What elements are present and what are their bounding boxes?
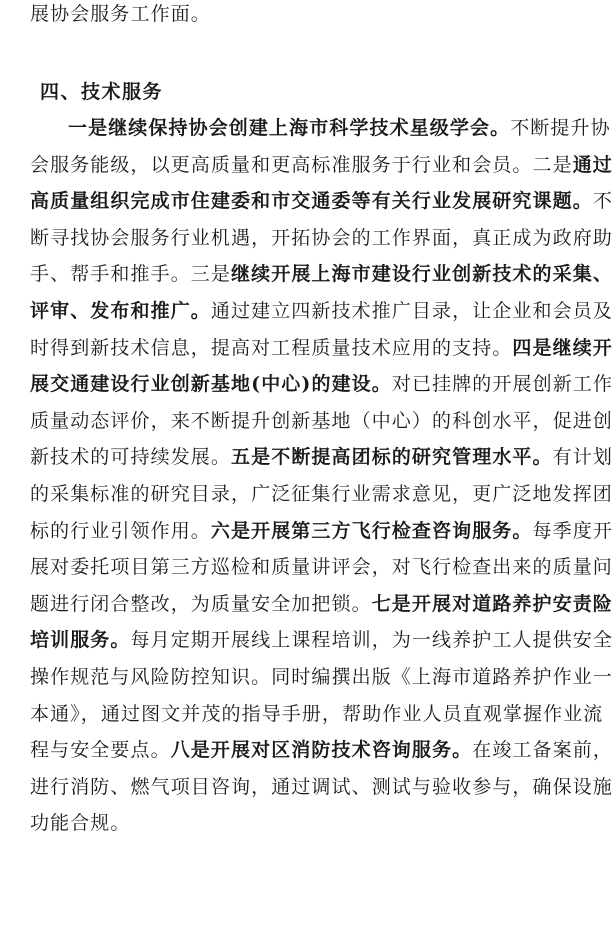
text-segment: 通过建立四新技术推广目录，让企业和会员及	[210, 300, 613, 322]
text-line	[30, 366, 613, 402]
text-segment: 题进行闭合整改，为质量安全加把锁。	[30, 592, 372, 615]
text-segment: 进行消防、燃气项目咨询，通过调试、测试与验收参与，确保设施	[30, 775, 613, 798]
text-segment: 不	[592, 190, 613, 213]
text-line	[30, 256, 613, 292]
bold-text-segment: 评审、发布和推广。	[30, 300, 211, 322]
text-segment: 有计划	[552, 446, 613, 469]
bold-text-segment: 六是开展第三方飞行检查咨询服务。	[210, 519, 533, 542]
text-segment: 时得到新技术信息，提高对工程质量技术应用的支持。	[30, 336, 513, 359]
text-line	[30, 622, 613, 658]
text-line	[30, 659, 613, 695]
text-segment: 程与安全要点。	[30, 739, 171, 762]
bold-text-segment: 培训服务。	[30, 629, 131, 652]
bold-text-segment: 七是开展对道路养护安责险	[371, 592, 613, 615]
text-line	[30, 147, 613, 183]
text-segment: 功能合规。	[30, 812, 131, 835]
text-segment: 会服务能级，以更高质量和更高标准服务于行业和会员。二是	[30, 153, 573, 176]
text-segment: 新技术的可持续发展。	[30, 446, 232, 469]
bold-text-segment: 展交通建设行业创新基地(中心)的建设。	[30, 373, 392, 396]
text-line	[30, 513, 613, 549]
text-segment: 质量动态评价，来不断提升创新基地（中心）的科创水平，促进创	[30, 409, 613, 432]
text-segment: 每季度开	[532, 519, 613, 542]
bold-text-segment: 通过	[572, 153, 613, 176]
text-segment: 标的行业引领作用。	[30, 519, 211, 542]
bold-text-segment: 一是继续保持协会创建上海市科学技术星级学会。	[68, 117, 511, 139]
bold-text-segment: 八是开展对区消防技术咨询服务。	[170, 739, 473, 762]
text-line	[30, 220, 613, 256]
text-line	[30, 696, 602, 732]
text-segment: 的采集标准的研究目录，广泛征集行业需求意见，更广泛地发挥团	[30, 483, 613, 505]
text-line	[30, 293, 613, 329]
text-segment: 不断提升协	[510, 117, 611, 139]
text-line	[30, 732, 613, 768]
text-line	[30, 330, 613, 366]
text-segment: 手、帮手和推手。三是	[30, 263, 232, 286]
text-segment: 展对委托项目第三方巡检和质量讲评会，对飞行检查出来的质量问	[30, 556, 613, 579]
text-segment: 每月定期开展线上课程培训，为一线养护工人提供安全	[130, 629, 613, 652]
text-line	[30, 549, 613, 585]
text-line	[30, 805, 602, 841]
text-segment: 对已挂牌的开展创新工作	[391, 373, 613, 396]
text-line	[30, 476, 613, 512]
text-line	[30, 183, 613, 219]
section-heading: 四、技术服务	[40, 81, 164, 103]
text-line	[30, 769, 613, 805]
text-line	[30, 586, 613, 622]
bold-text-segment: 继续开展上海市建设行业创新技术的采集、	[231, 263, 613, 286]
bold-text-segment: 五是不断提高团标的研究管理水平。	[231, 446, 553, 469]
text-segment: 本通》，通过图文并茂的指导手册，帮助作业人员直观掌握作业流	[30, 702, 604, 725]
text-segment: 在竣工备案前，	[472, 739, 613, 762]
text-line	[68, 110, 611, 146]
text-segment: 断寻找协会服务行业机遇，开拓协会的工作界面，真正成为政府助	[30, 226, 613, 249]
bold-text-segment: 四是继续开	[512, 336, 613, 359]
bold-text-segment: 高质量组织完成市住建委和市交通委等有关行业发展研究课题。	[30, 190, 593, 213]
text-line	[30, 439, 613, 475]
top-line: 展协会服务工作面。	[30, 3, 211, 25]
text-line	[30, 403, 613, 439]
text-segment: 操作规范与风险防控知识。同时编撰出版《上海市道路养护作业一	[30, 666, 613, 688]
